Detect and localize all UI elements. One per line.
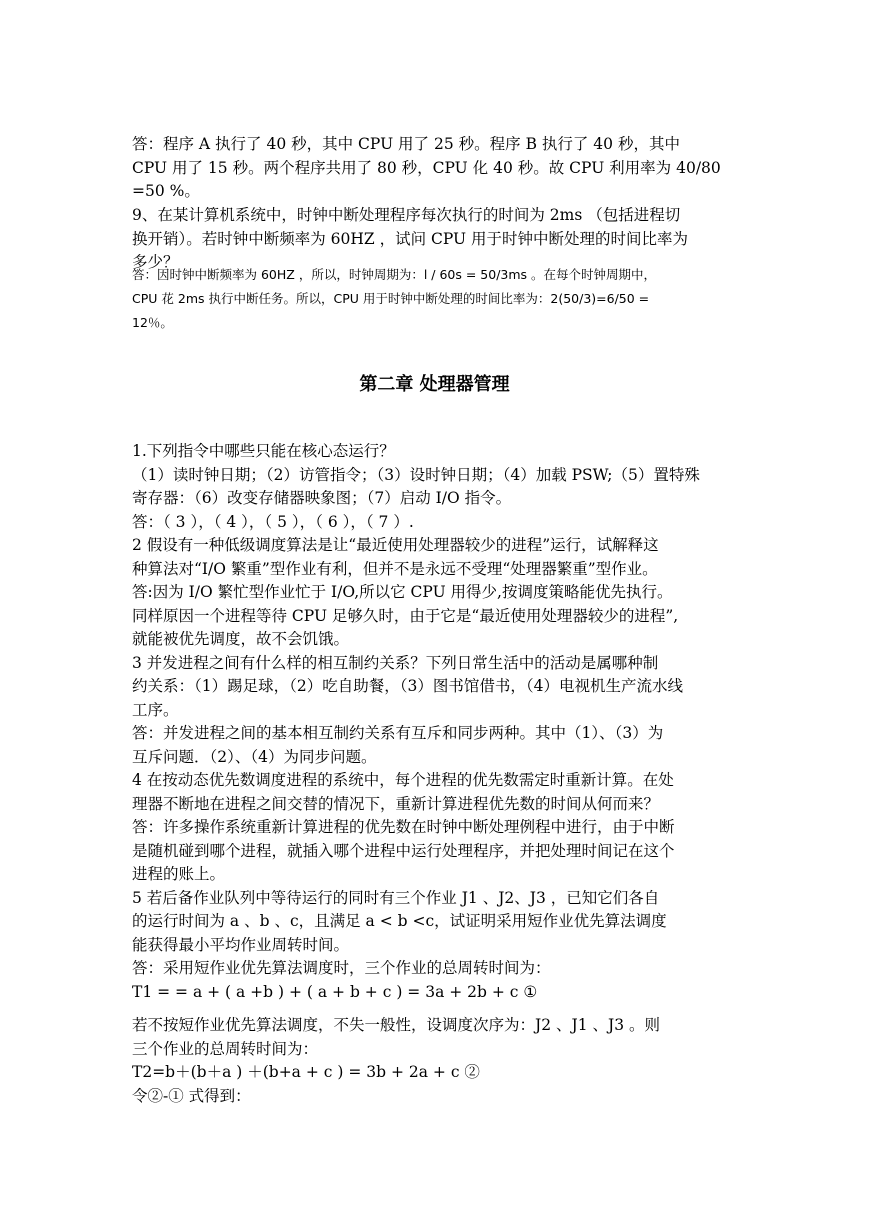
body-line: 若不按短作业优先算法调度，不失一般性，设调度次序为：J2 、J1 、J3 。则	[132, 1016, 661, 1034]
body-line: 三个作业的总周转时间为：	[132, 1039, 319, 1058]
body-line: 2 假设有一种低级调度算法是让“最近使用处理器较少的进程”运行，试解释这	[132, 536, 659, 554]
body-line: T1 = = a + ( a +b ) + ( a + b + c ) = 3a + 2b + c ①	[132, 982, 538, 1001]
chapter-title: 第二章 处理器管理	[359, 374, 510, 395]
body-line: 3 并发进程之间有什么样的相互制约关系？下列日常生活中的活动是属哪种制	[132, 653, 659, 672]
body-line: 约关系：（1）踢足球，（2）吃自助餐，（3）图书馆借书，（4）电视机生产流水线	[132, 677, 683, 695]
chapter-body-continued	[132, 1014, 742, 1108]
answer-8-line: =50 %。	[132, 182, 200, 200]
body-line: 工序。	[132, 700, 179, 719]
body-line: 能获得最小平均作业周转时间。	[132, 935, 350, 954]
body-line: 答:因为 I/O 繁忙型作业忙于 I/O,所以它 CPU 用得少,按调度策略能优先执行。	[132, 583, 673, 601]
body-line: 答：（ 3 ），（ 4 ），（ 5 ），（ 6 ），（ 7 ）.	[132, 512, 414, 531]
body-line: 答：许多操作系统重新计算进程的优先数在时钟中断处理例程中进行，由于中断	[132, 818, 675, 836]
body-line: 是随机碰到哪个进程，就插入哪个进程中运行处理程序，并把处理时间记在这个	[132, 841, 675, 860]
question-9-line: 换开销）。若时钟中断频率为 60HZ ，试问 CPU 用于时钟中断处理的时间比率为	[132, 229, 689, 248]
body-line: T2=b＋(b＋a ) ＋(b+a + c ) = 3b + 2a + c ②	[132, 1063, 480, 1081]
body-line: 的运行时间为 a 、b 、c，且满足 a < b <c，试证明采用短作业优先算法调度	[132, 912, 667, 930]
answer-9-line: 答：因时钟中断频率为 60HZ ，所以，时钟周期为：l / 60s = 50/3ms 。在每个时钟周期中，	[132, 267, 657, 282]
answer-8	[132, 133, 742, 204]
body-line: 同样原因一个进程等待 CPU 足够久时，由于它是“最近使用处理器较少的进程”,	[132, 606, 679, 625]
body-line: 4 在按动态优先数调度进程的系统中，每个进程的优先数需定时重新计算。在处	[132, 771, 674, 789]
chapter-body	[132, 440, 742, 1004]
body-line: 答：采用短作业优先算法调度时，三个作业的总周转时间为：	[132, 959, 551, 977]
question-9-line: 9、在某计算机系统中，时钟中断处理程序每次执行的时间为 2ms （包括进程切	[132, 206, 681, 224]
body-line: 寄存器：（6）改变存储器映象图；（7）启动 I/O 指令。	[132, 489, 512, 507]
body-line: 令②-① 式得到：	[132, 1086, 251, 1105]
body-line: 互斥问题．（2）、（4）为同步问题。	[132, 747, 377, 766]
answer-9-line: CPU 花 2ms 执行中断任务。所以，CPU 用于时钟中断处理的时间比率为：2(50/3)=6/50 =	[132, 291, 650, 306]
body-line: （1）读时钟日期；（2）访管指令；（3）设时钟日期；（4）加载 PSW;（5）置特殊	[132, 465, 700, 484]
body-line: 理器不断地在进程之间交替的情况下，重新计算进程优先数的时间从何而来？	[132, 794, 660, 813]
question-9-line: 多少？	[132, 253, 179, 271]
answer-8-line: CPU 用了 15 秒。两个程序共用了 80 秒，CPU 化 40 秒。故 CPU 利用率为 40/80	[132, 158, 721, 177]
answer-8-line: 答：程序 A 执行了 40 秒，其中 CPU 用了 25 秒。程序 B 执行了 40 秒，其中	[132, 135, 680, 153]
body-line: 进程的账上。	[132, 865, 226, 883]
body-line: 种算法对“I/O 繁重”型作业有利，但并不是永远不受理“处理器繁重”型作业。	[132, 559, 658, 578]
body-line: 就能被优先调度，故不会饥饿。	[132, 630, 350, 648]
body-line: 1.下列指令中哪些只能在核心态运行？	[132, 442, 395, 460]
body-line: 答：并发进程之间的基本相互制约关系有互斥和同步两种。其中（1）、（3）为	[132, 724, 664, 742]
answer-9-line: 12％。	[132, 315, 173, 330]
body-line: 5 若后备作业队列中等待运行的同时有三个作业 J1 、J2、J3 ，已知它们各自	[132, 888, 660, 907]
answer-9	[132, 263, 742, 335]
